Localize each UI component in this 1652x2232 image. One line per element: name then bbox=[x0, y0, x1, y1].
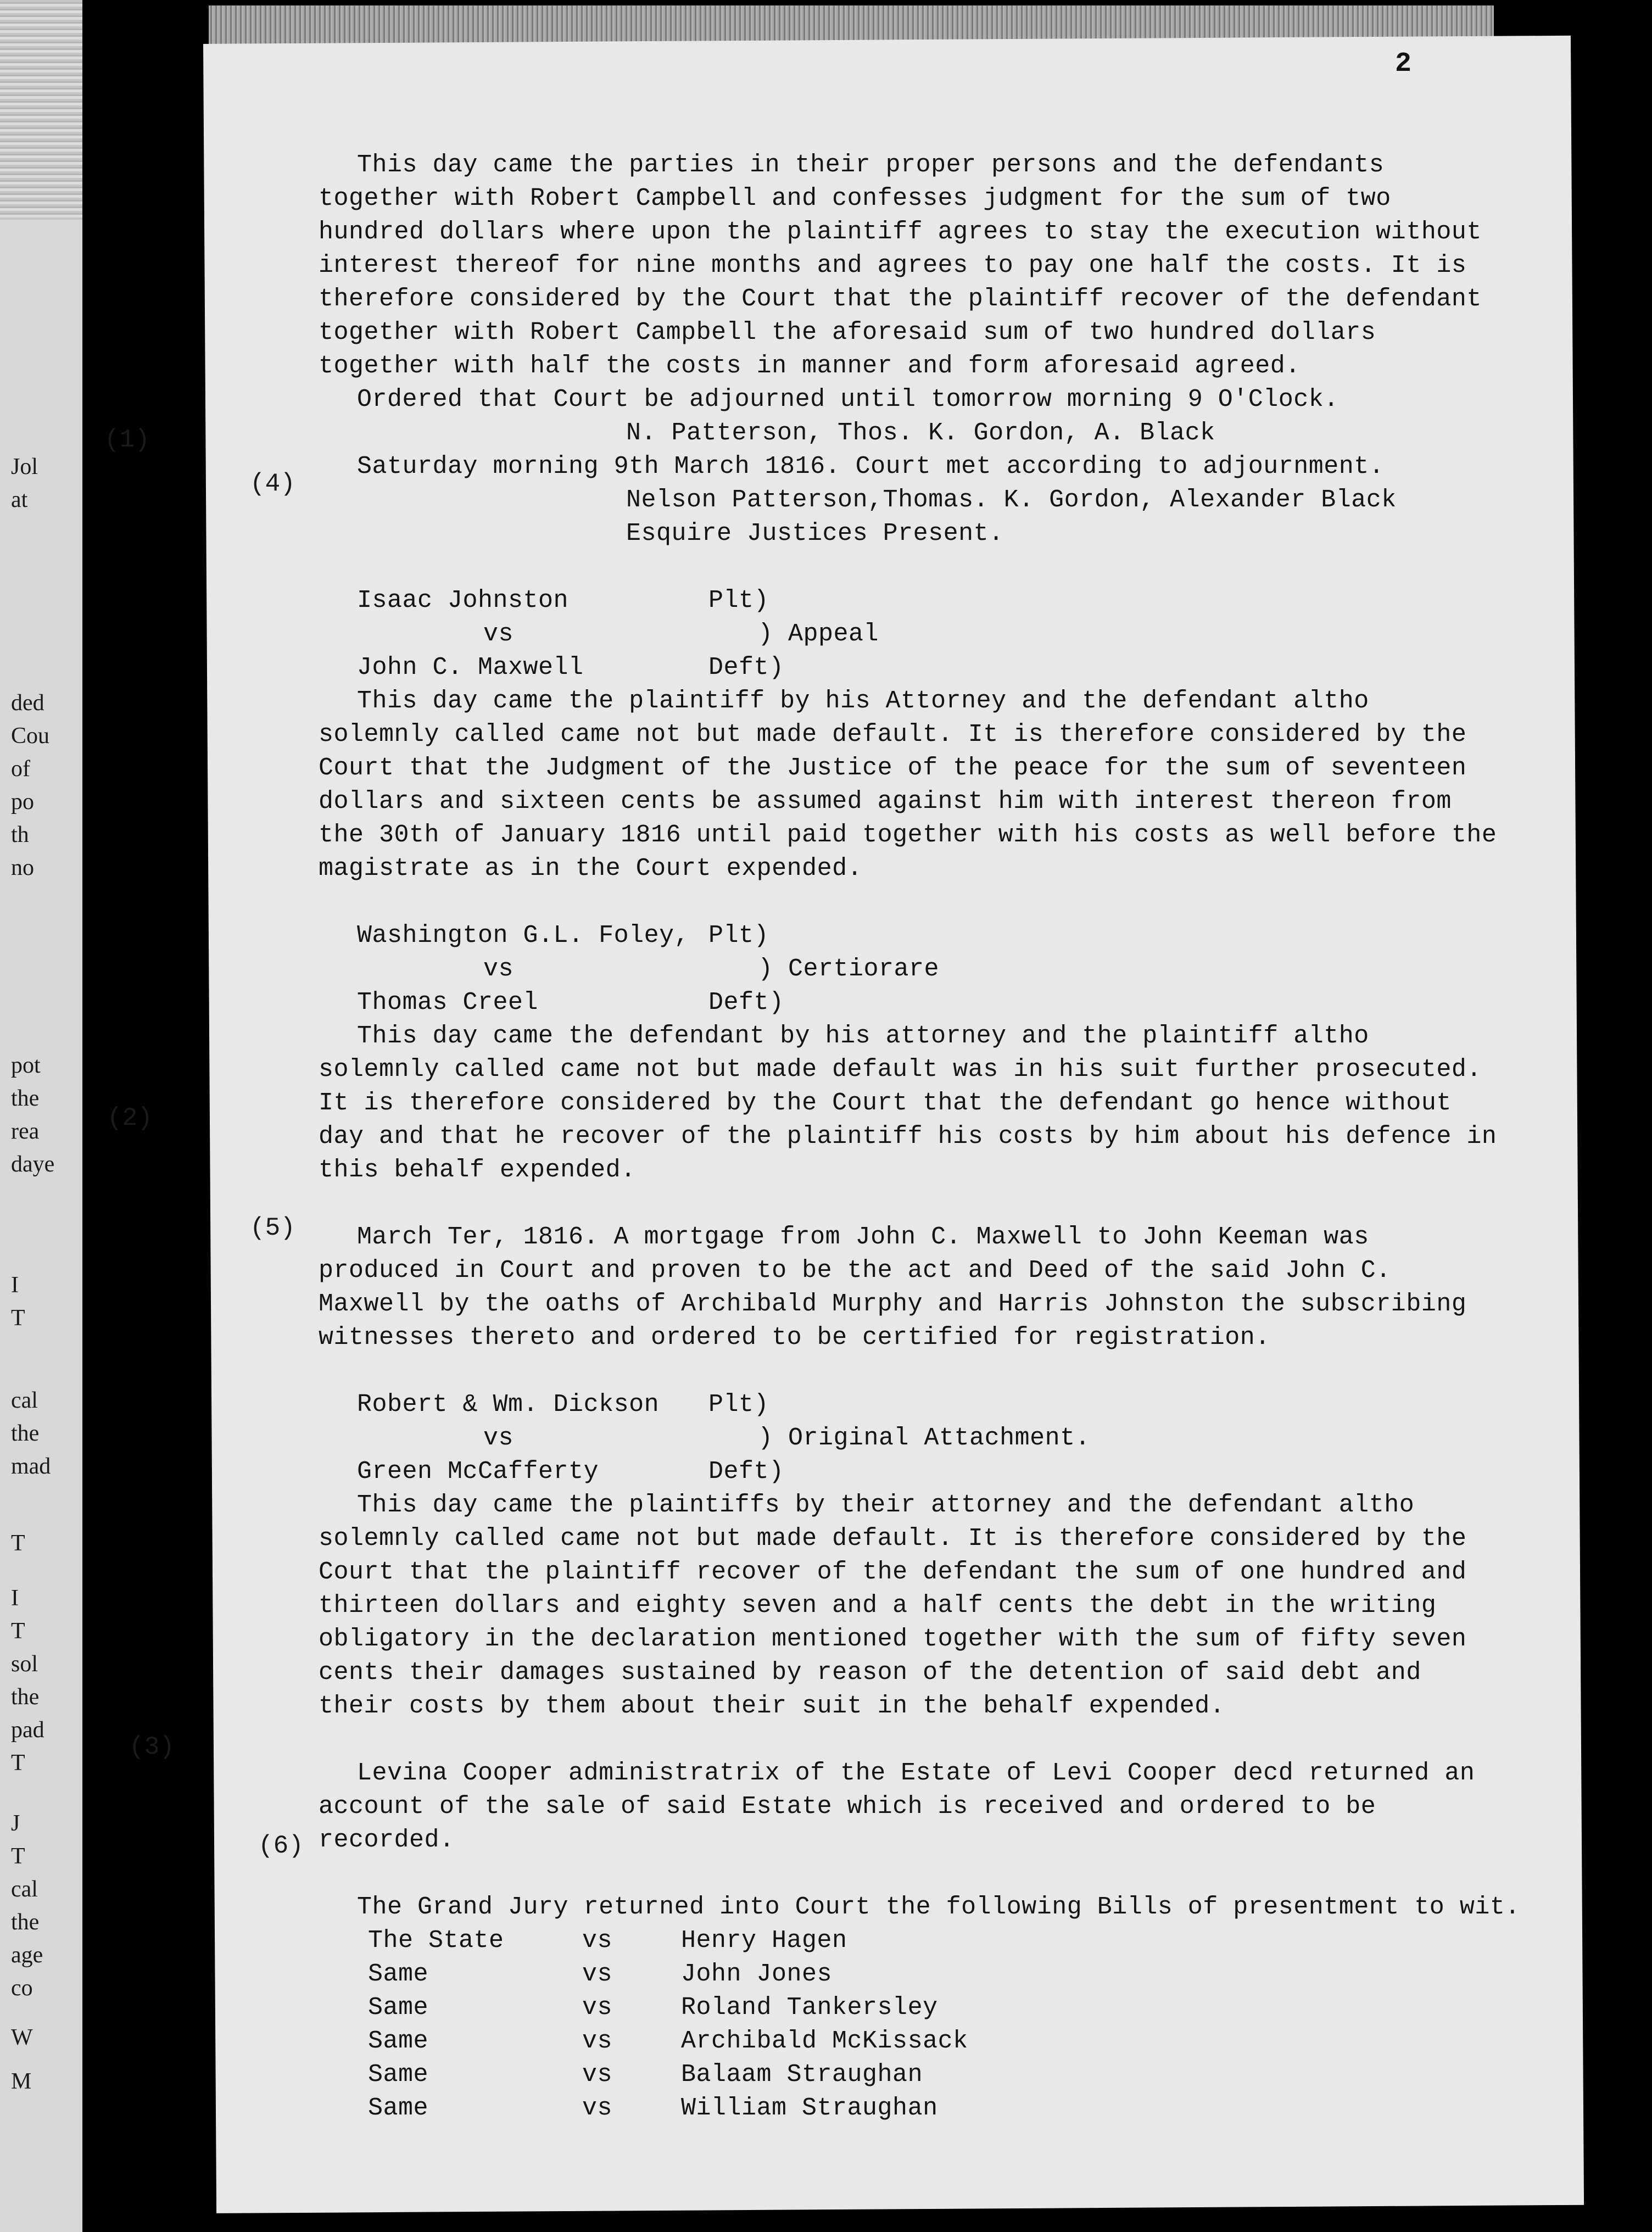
presentment-list bbox=[319, 1924, 1499, 2125]
case-type: ) Certiorare bbox=[758, 955, 940, 983]
case-type: ) Original Attachment. bbox=[758, 1424, 1091, 1452]
bleed-line: Cou bbox=[11, 723, 50, 749]
bleed-line: W bbox=[11, 2025, 33, 2050]
plaintiff-label: Plt) bbox=[708, 1391, 769, 1419]
case-3-text: This day came the plaintiffs by their attorney and the defendant altho solemnly called came not but made default. It is therefore considered by the Court that the plaintiff recover of the defendant the sum of one hundred and thirteen dollars and eighty seven and a half cents the debt in the writing obligatory in the declaration mentioned together with the sum of fifty seven cents their damages sustained by reason of the detention of said debt and their costs by them about their suit in the behalf expended. bbox=[319, 1491, 1467, 1720]
margin-note-1: (1) bbox=[104, 426, 150, 454]
bleed-line: T bbox=[11, 1750, 25, 1776]
defendant-name: Thomas Creel bbox=[357, 989, 539, 1017]
bleed-line: T bbox=[11, 1844, 25, 1869]
bleed-line: T bbox=[11, 1619, 25, 1644]
presentment-defendant: Roland Tankersley bbox=[681, 1994, 938, 2022]
session-line-3: Esquire Justices Present. bbox=[626, 520, 1004, 548]
defendant-name: Green McCafferty bbox=[357, 1458, 599, 1486]
justices-signatures: N. Patterson, Thos. K. Gordon, A. Black bbox=[626, 419, 1215, 447]
margin-note-4: (4) bbox=[250, 470, 295, 498]
plaintiff-label: Plt) bbox=[708, 587, 769, 615]
case-type: ) Appeal bbox=[758, 620, 879, 648]
bleed-line: of bbox=[11, 756, 30, 782]
session-line-2: Nelson Patterson,Thomas. K. Gordon, Alexander Black bbox=[626, 486, 1397, 514]
bleed-line: th bbox=[11, 822, 29, 847]
bleed-line: daye bbox=[11, 1152, 55, 1177]
margin-note-5: (5) bbox=[250, 1214, 295, 1242]
presentment-vs: vs bbox=[582, 2027, 613, 2055]
bleed-line: the bbox=[11, 1086, 40, 1111]
presentment-vs: vs bbox=[582, 1960, 613, 1988]
presentment-row bbox=[319, 1991, 1499, 2024]
presentment-defendant: William Straughan bbox=[681, 2094, 938, 2122]
presentment-row bbox=[319, 1924, 1499, 1957]
bleed-line: T bbox=[11, 1531, 25, 1556]
margin-note-3: (3) bbox=[129, 1733, 175, 1761]
case-caption-1 bbox=[319, 584, 1499, 684]
bleed-line: sol bbox=[11, 1651, 38, 1677]
bleed-line: the bbox=[11, 1421, 40, 1446]
bleed-line: the bbox=[11, 1910, 40, 1935]
versus: vs bbox=[483, 1424, 514, 1452]
plaintiff-label: Plt) bbox=[708, 922, 769, 950]
case-caption-3 bbox=[319, 1388, 1499, 1488]
plaintiff-name: Robert & Wm. Dickson bbox=[357, 1391, 660, 1419]
bleed-line: T bbox=[11, 1305, 25, 1331]
presentment-party: The State bbox=[368, 1927, 504, 1955]
bleed-line: pot bbox=[11, 1053, 41, 1078]
bleed-line: po bbox=[11, 789, 34, 814]
estate-entry: Levina Cooper administratrix of the Estate of Levi Cooper decd returned an account of the sale of said Estate which is received and ordered to be recorded. bbox=[319, 1759, 1475, 1854]
bleed-line: pad bbox=[11, 1717, 44, 1743]
presentment-defendant: Henry Hagen bbox=[681, 1927, 847, 1955]
defendant-label: Deft) bbox=[708, 989, 784, 1017]
defendant-label: Deft) bbox=[708, 1458, 784, 1486]
case-2-text: This day came the defendant by his attorney and the plaintiff altho solemnly called came not but made default was in his suit further prosecuted. It is therefore considered by the Court that the defendant go hence without day and that he recover of the plaintiff his costs by him about his defence in this behalf expended. bbox=[319, 1022, 1497, 1184]
bleed-line: the bbox=[11, 1684, 40, 1710]
bleed-line: Jol bbox=[11, 454, 38, 479]
bleed-line: I bbox=[11, 1586, 19, 1611]
presentment-row bbox=[319, 1957, 1499, 1991]
presentment-vs: vs bbox=[582, 1994, 613, 2022]
presentment-vs: vs bbox=[582, 2094, 613, 2122]
adjacent-page-noise bbox=[0, 0, 82, 220]
presentment-row bbox=[319, 2058, 1499, 2091]
bleed-line: cal bbox=[11, 1877, 38, 1902]
case-caption-2 bbox=[319, 919, 1499, 1019]
presentment-vs: vs bbox=[582, 2061, 613, 2089]
bleed-line: age bbox=[11, 1943, 43, 1968]
court-record-text bbox=[319, 148, 1520, 2125]
presentment-party: Same bbox=[368, 2094, 429, 2122]
case-1-text: This day came the plaintiff by his Attorney and the defendant altho solemnly called came not but made default. It is therefore considered by the Court that the Judgment of the Justice of the peace for the sum of seventeen dollars and sixteen cents be assumed against him with interest thereon from the 30th of January 1816 until paid together with his costs as well before the magistrate as in the Court expended. bbox=[319, 687, 1497, 883]
page-number: 2 bbox=[1395, 48, 1412, 80]
bleed-line: ded bbox=[11, 690, 44, 716]
margin-note-2: (2) bbox=[107, 1104, 153, 1132]
versus: vs bbox=[483, 955, 514, 983]
bleed-line: cal bbox=[11, 1388, 38, 1413]
presentment-defendant: Archibald McKissack bbox=[681, 2027, 968, 2055]
bleed-line: co bbox=[11, 1976, 33, 2001]
presentment-party: Same bbox=[368, 1994, 429, 2022]
presentment-vs: vs bbox=[582, 1927, 613, 1955]
plaintiff-name: Washington G.L. Foley, bbox=[357, 922, 690, 950]
grand-jury-intro: The Grand Jury returned into Court the following Bills of presentment to wit. bbox=[357, 1893, 1520, 1921]
presentment-party: Same bbox=[368, 2061, 429, 2089]
presentment-row bbox=[319, 2091, 1499, 2125]
bleed-line: M bbox=[11, 2069, 32, 2094]
presentment-party: Same bbox=[368, 2027, 429, 2055]
bleed-line: at bbox=[11, 487, 28, 512]
defendant-label: Deft) bbox=[708, 654, 784, 682]
versus: vs bbox=[483, 620, 514, 648]
defendant-name: John C. Maxwell bbox=[357, 654, 584, 682]
bleed-line: J bbox=[11, 1811, 20, 1836]
plaintiff-name: Isaac Johnston bbox=[357, 587, 569, 615]
mortgage-entry: March Ter, 1816. A mortgage from John C. Maxwell to John Keeman was produced in Court and proven to be the act and Deed of the said John C. Maxwell by the oaths of Archibald Murphy and Harris Johnston the subscribing witnesses thereto and ordered to be certified for registration. bbox=[319, 1223, 1467, 1352]
presentment-party: Same bbox=[368, 1960, 429, 1988]
presentment-defendant: John Jones bbox=[681, 1960, 833, 1988]
presentment-row bbox=[319, 2024, 1499, 2058]
bleed-line: mad bbox=[11, 1454, 51, 1479]
opening-paragraph: This day came the parties in their proper persons and the defendants together with Robert Campbell and confesses judgment for the sum of two hundred dollars where upon the plaintiff agrees to stay the execution without interest thereof for nine months and agrees to pay one half the costs. It is therefore considered by the Court that the plaintiff recover of the defendant together with Robert Campbell the aforesaid sum of two hundred dollars together with half the costs in manner and form aforesaid agreed. bbox=[319, 151, 1482, 380]
margin-note-6: (6) bbox=[258, 1832, 304, 1860]
session-line-1: Saturday morning 9th March 1816. Court met according to adjournment. bbox=[357, 453, 1385, 481]
presentment-defendant: Balaam Straughan bbox=[681, 2061, 923, 2089]
bleed-line: I bbox=[11, 1273, 19, 1298]
bleed-line: rea bbox=[11, 1119, 40, 1144]
adjournment-order: Ordered that Court be adjourned until tomorrow morning 9 O'Clock. bbox=[357, 386, 1339, 414]
bleed-line: no bbox=[11, 855, 34, 880]
